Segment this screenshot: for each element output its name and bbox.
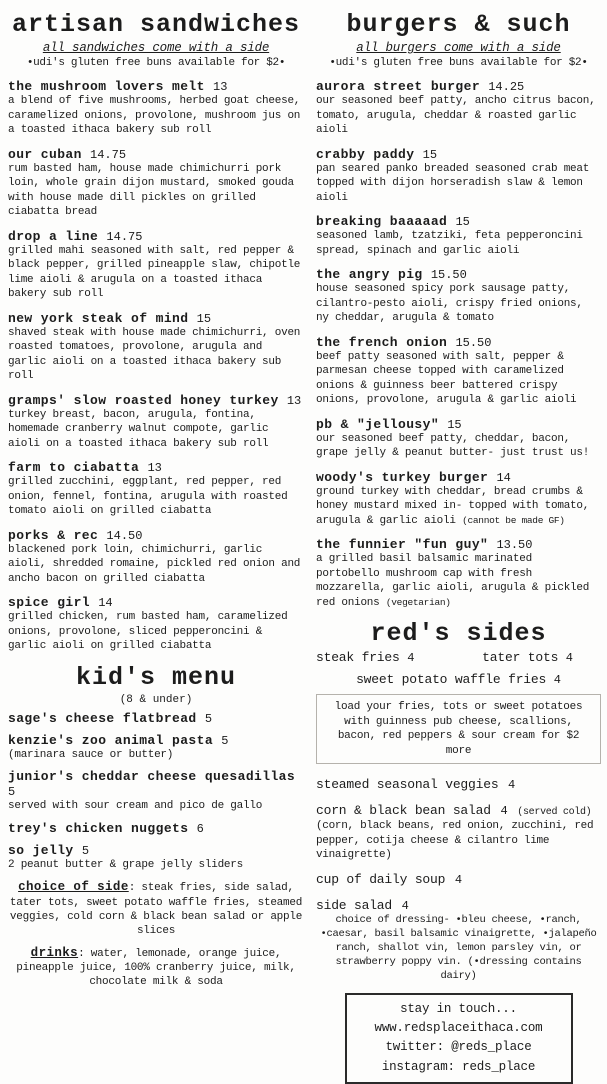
item-price: 14.25 <box>488 80 525 94</box>
item-price: 13 <box>213 80 228 94</box>
side-name: steak fries <box>316 650 400 666</box>
menu-item-juniors-quesadillas <box>8 769 304 814</box>
twitter-handle: twitter: @reds_place <box>385 1040 532 1055</box>
item-price: 14.50 <box>106 528 143 543</box>
drinks-label: drinks <box>30 945 79 960</box>
item-description: house seasoned spicy pork sausage patty, cilantro-pesto aioli, crispy fried onions, ny cheddar, arugula & tomato <box>316 283 583 325</box>
menu-item-aurora-street-burger <box>316 79 601 138</box>
item-price: 15 <box>422 147 438 162</box>
burgers-gluten-free-note: •udi's gluten free buns available for $2• <box>329 57 588 69</box>
item-description: blackened pork loin, chimichurri, garlic aioli, shredded romaine, pickled red onion and ancho bacon on grilled ciabatta <box>8 543 301 585</box>
item-name: new york steak of mind <box>8 310 189 326</box>
choice-of-side-label: choice of side <box>18 880 129 895</box>
menu-item-our-cuban <box>8 147 304 220</box>
kids-menu-section <box>8 663 304 989</box>
side-name: side salad <box>316 898 393 914</box>
item-name: spice girl <box>8 595 91 611</box>
side-price: 4 <box>500 804 508 819</box>
item-description: pan seared panko breaded seasoned crab meat topped with dijon horseradish slaw & lemon aioli <box>316 162 590 204</box>
item-name: porks & rec <box>8 527 99 543</box>
loaded-sides-note-box: load your fries, tots or sweet potatoes with guinness pub cheese, scallions, bacon, red peppers & sour cream for $2 more <box>316 694 601 764</box>
item-name: breaking baaaaad <box>316 214 448 230</box>
item-price: 6 <box>196 821 204 836</box>
right-column <box>316 6 601 1074</box>
side-name: corn & black bean salad <box>316 803 491 819</box>
menu-item-sages-flatbread <box>8 711 304 726</box>
side-item-corn-black-bean-salad <box>316 801 601 862</box>
item-description: 2 peanut butter & grape jelly sliders <box>8 858 243 871</box>
website-url: www.redsplaceithaca.com <box>374 1021 543 1035</box>
item-price: 15 <box>196 311 212 326</box>
kids-age-note: (8 & under) <box>119 693 193 706</box>
item-name: sage's cheese flatbread <box>8 710 197 726</box>
item-price: 15.50 <box>455 335 492 350</box>
item-name: gramps' slow roasted honey turkey <box>8 392 279 408</box>
item-description: grilled chicken, rum basted ham, caramelized onions, provolone, sliced pepperoncini & garlic aioli on grilled ciabatta <box>8 611 288 653</box>
item-description: served with sour cream and pico de gallo <box>8 800 263 813</box>
item-name: so jelly <box>8 842 74 858</box>
item-price: 5 <box>8 785 16 800</box>
menu-item-breaking-baaaaad <box>316 214 601 258</box>
sandwiches-section-title: artisan sandwiches <box>11 10 301 39</box>
item-description: a grilled basil balsamic marinated portobello mushroom cap with fresh mozzarella, garlic aioli, arugula & pickled red onions <box>316 553 590 609</box>
item-name: the french onion <box>316 334 448 350</box>
item-name: the angry pig <box>316 267 423 283</box>
item-name: aurora street burger <box>316 79 481 94</box>
menu-item-the-angry-pig <box>316 267 601 326</box>
menu-item-pb-and-jellousy <box>316 417 601 461</box>
item-dietary-note: (cannot be made GF) <box>462 514 565 526</box>
item-description: grilled zucchini, eggplant, red pepper, red onion, fennel, fontina, arugula with roasted tomato aioli on grilled ciabatta <box>8 476 288 518</box>
item-description: our seasoned beef patty, ancho citrus bacon, tomato, arugula, cheddar & roasted garlic aioli <box>316 95 596 137</box>
item-price: 14 <box>98 596 113 611</box>
left-column <box>8 6 304 1000</box>
item-price: 15 <box>447 417 462 432</box>
sandwiches-gluten-free-note: •udi's gluten free buns available for $2• <box>26 57 286 69</box>
item-name: pb & "jellousy" <box>316 416 440 432</box>
side-name: tater tots <box>482 650 559 666</box>
menu-item-crabby-paddy <box>316 147 601 206</box>
side-description: (corn, black beans, red onion, zucchini, red pepper, cotija cheese & cilantro lime vinaigrette) <box>316 820 594 862</box>
menu-item-so-jelly <box>8 843 304 873</box>
item-description: our seasoned beef patty, cheddar, bacon, grape jelly & peanut butter- just trust us! <box>316 432 590 460</box>
menu-item-the-french-onion <box>316 335 601 408</box>
item-name: the funnier "fun guy" <box>316 537 489 553</box>
item-name: our cuban <box>8 146 82 162</box>
item-description: grilled mahi seasoned with salt, red pepper & black pepper, grilled pineapple slaw, chipotle lime aioli & arugula on a toasted ithaca bakery sub roll <box>8 244 301 301</box>
item-name: trey's chicken nuggets <box>8 820 189 836</box>
served-cold-note: (served cold) <box>517 807 592 819</box>
side-item-side-salad <box>316 896 601 983</box>
item-description: ground turkey with cheddar, bread crumbs & honey mustard mixed in- topped with tomato, arugula & garlic aioli <box>316 485 590 527</box>
stay-in-touch-box <box>345 993 573 1084</box>
item-dietary-note: (vegetarian) <box>385 596 451 608</box>
menu-item-mushroom-lovers-melt <box>8 79 304 138</box>
dressing-options: choice of dressing- •bleu cheese, •ranch, •caesar, basil balsamic vinaigrette, •jalapeño ranch, shallot vin, lemon parsley vin, or strawberry poppy vin. (•dressing contains dairy) <box>320 914 597 982</box>
kids-drinks <box>8 945 304 989</box>
menu-item-spice-girl <box>8 595 304 654</box>
item-description: beef patty seasoned with salt, pepper & parmesan cheese topped with caramelized onions & guinness beer battered crispy onions, provolone, arugula & garlic aioli <box>316 350 577 407</box>
item-price: 15.50 <box>430 268 467 283</box>
side-price: 4 <box>401 899 409 914</box>
kids-section-title: kid's menu <box>75 662 237 692</box>
sides-section <box>316 619 601 1084</box>
side-name: steamed seasonal veggies <box>316 777 499 793</box>
sides-section-title: red's sides <box>370 619 547 649</box>
item-description: seasoned lamb, tzatziki, feta pepperoncini spread, spinach and garlic aioli <box>316 230 583 257</box>
instagram-handle: instagram: reds_place <box>381 1059 536 1074</box>
item-name: junior's cheddar cheese quesadillas <box>8 769 296 785</box>
item-name: the mushroom lovers melt <box>8 79 205 94</box>
side-price: 4 <box>565 651 573 666</box>
item-description: a blend of five mushrooms, herbed goat cheese, caramelized onions, provolone, mushroom jus on a toasted ithaca bakery sub roll <box>8 95 301 137</box>
menu-item-porks-and-rec <box>8 528 304 587</box>
item-name: drop a line <box>8 228 99 244</box>
item-price: 13 <box>286 393 302 408</box>
item-price: 14 <box>496 470 511 485</box>
item-name: kenzie's zoo animal pasta <box>8 732 214 748</box>
menu-item-new-york-steak-of-mind <box>8 311 304 384</box>
menu-item-gramps-honey-turkey <box>8 393 304 452</box>
item-description: turkey breast, bacon, arugula, fontina, homemade cranberry walnut compote, garlic aioli on a toasted ithaca bakery sub roll <box>8 408 269 450</box>
side-name: sweet potato waffle fries <box>356 672 547 688</box>
burgers-section-title: burgers & such <box>346 10 571 39</box>
side-price: 4 <box>407 651 415 666</box>
stay-in-touch-heading: stay in touch... <box>400 1001 517 1016</box>
item-price: 13 <box>147 461 162 476</box>
side-price: 4 <box>553 673 561 688</box>
menu-item-treys-nuggets <box>8 821 304 836</box>
menu-item-the-funnier-fun-guy <box>316 537 601 610</box>
side-name: cup of daily soup <box>316 872 446 888</box>
item-description: rum basted ham, house made chimichurri pork loin, whole grain dijon mustard, smoked gouda with house made dill pickles on grilled ciabatta bread <box>8 162 294 219</box>
item-price: 13.50 <box>496 538 533 553</box>
item-price: 5 <box>221 733 229 748</box>
side-item-daily-soup <box>316 870 601 888</box>
menu-item-farm-to-ciabatta <box>8 460 304 519</box>
drinks-text: : water, lemonade, orange juice, pineapple juice, 100% cranberry juice, milk, chocolate milk & soda <box>16 947 296 988</box>
choice-of-side-text: : steak fries, side salad, tater tots, sweet potato waffle fries, steamed veggies, cold corn & black bean salad or apple slices <box>9 882 303 937</box>
item-price: 15 <box>455 215 470 230</box>
burgers-tagline: all burgers come with a side <box>356 41 561 55</box>
item-price: 14.75 <box>106 229 143 244</box>
item-description: (marinara sauce or butter) <box>8 748 174 761</box>
sandwiches-tagline: all sandwiches come with a side <box>42 41 270 55</box>
item-name: farm to ciabatta <box>8 460 140 476</box>
side-price: 4 <box>508 778 516 793</box>
menu-item-kenzies-pasta <box>8 733 304 763</box>
item-name: crabby paddy <box>316 146 415 162</box>
side-price: 4 <box>454 873 463 888</box>
item-price: 5 <box>204 711 213 726</box>
item-price: 5 <box>81 843 90 858</box>
item-name: woody's turkey burger <box>316 469 489 485</box>
menu-item-woodys-turkey-burger <box>316 470 601 529</box>
kids-choice-of-side <box>8 879 304 937</box>
item-price: 14.75 <box>90 147 127 162</box>
item-description: shaved steak with house made chimichurri, oven roasted tomatoes, provolone, arugula and garlic aioli on a toasted ithaca bakery sub roll <box>8 326 301 383</box>
menu-item-drop-a-line <box>8 229 304 302</box>
side-item-steamed-veggies <box>316 775 601 793</box>
